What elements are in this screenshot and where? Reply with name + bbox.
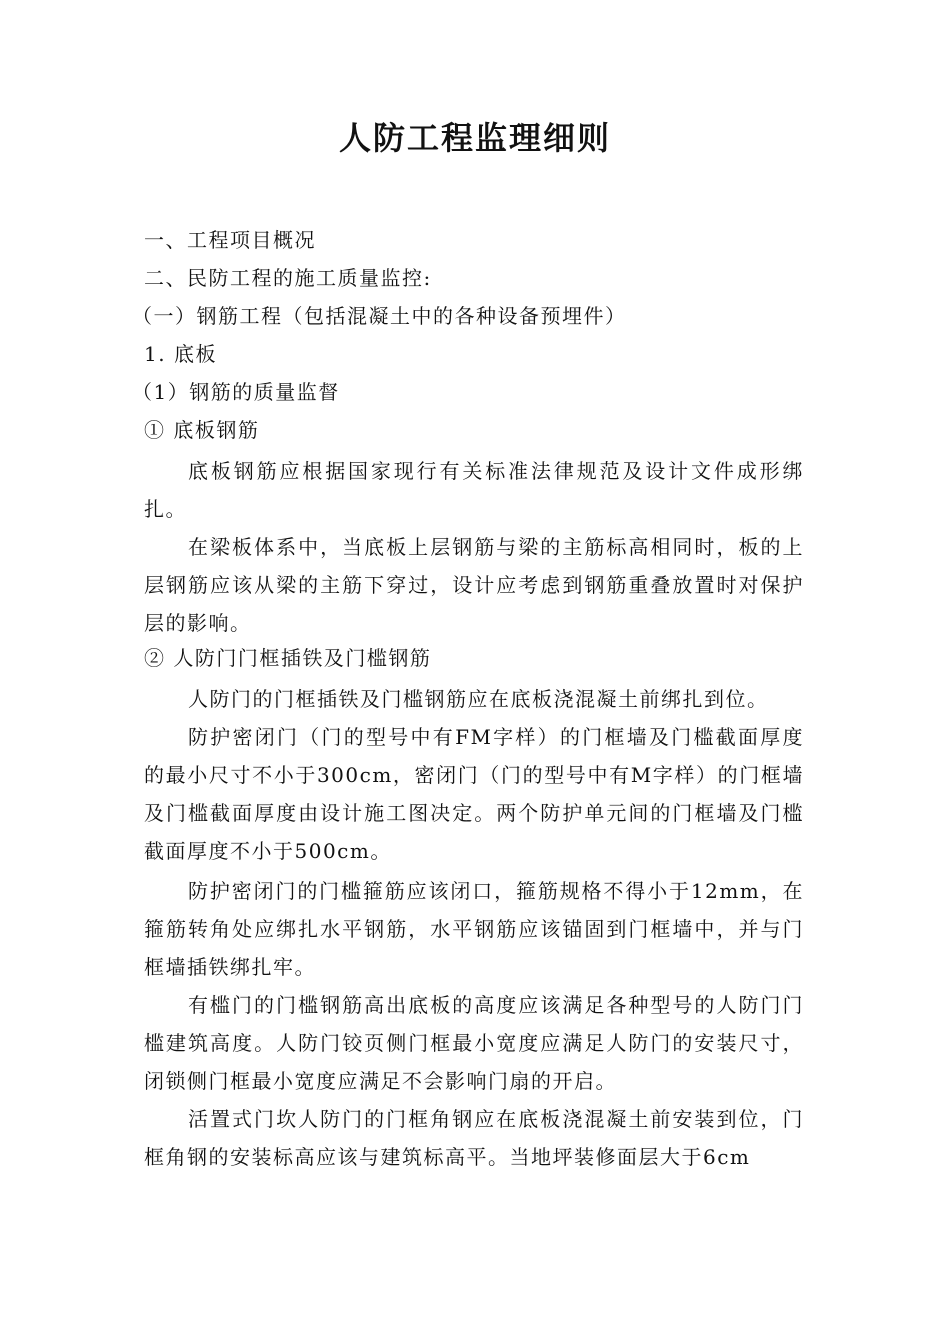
paragraph-slab-rebar-binding: 底板钢筋应根据国家现行有关标准法律规范及设计文件成形绑扎。 (144, 459, 804, 521)
heading-rebar-works: （一）钢筋工程（包括混凝土中的各种设备预埋件） (132, 304, 627, 328)
paragraph-door-frame-dowels: 人防门的门框插铁及门槛钢筋应在底板浇混凝土前绑扎到位。 (188, 687, 769, 711)
heading-slab-rebar: ① 底板钢筋 (144, 418, 260, 442)
paragraph-angle-steel-frame: 活置式门坎人防门的门框角钢应在底板浇混凝土前安装到位，门框角钢的安装标高应该与建筑标高平。当地坪装修面层大于6cm (144, 1107, 804, 1169)
paragraph-door-wall-thickness: 防护密闭门（门的型号中有FM字样）的门框墙及门槛截面厚度的最小尺寸不小于300cm，密闭门（门的型号中有M字样）的门框墙及门槛截面厚度由设计施工图决定。两个防护单元间的门框墙及门槛截面厚度不小于500cm。 (144, 725, 804, 863)
document-title: 人防工程监理细则 (338, 119, 611, 157)
heading-floor-slab: 1. 底板 (144, 342, 217, 366)
paragraph-beam-slab-system: 在梁板体系中，当底板上层钢筋与梁的主筋标高相同时，板的上层钢筋应该从梁的主筋下穿过，设计应考虑到钢筋重叠放置时对保护层的影响。 (144, 535, 804, 635)
heading-rebar-supervision: （1）钢筋的质量监督 (132, 380, 340, 404)
heading-project-overview: 一、工程项目概况 (144, 228, 316, 252)
paragraph-threshold-stirrups: 防护密闭门的门槛箍筋应该闭口，箍筋规格不得小于12mm，在箍筋转角处应绑扎水平钢筋，水平钢筋应该锚固到门框墙中，并与门框墙插铁绑扎牢。 (144, 879, 804, 979)
heading-door-frame-rebar: ② 人防门门框插铁及门槛钢筋 (144, 646, 432, 670)
heading-quality-control: 二、民防工程的施工质量监控: (144, 266, 432, 290)
paragraph-threshold-height: 有槛门的门槛钢筋高出底板的高度应该满足各种型号的人防门门槛建筑高度。人防门铰页侧门框最小宽度应满足人防门的安装尺寸，闭锁侧门框最小宽度应满足不会影响门扇的开启。 (144, 993, 804, 1093)
